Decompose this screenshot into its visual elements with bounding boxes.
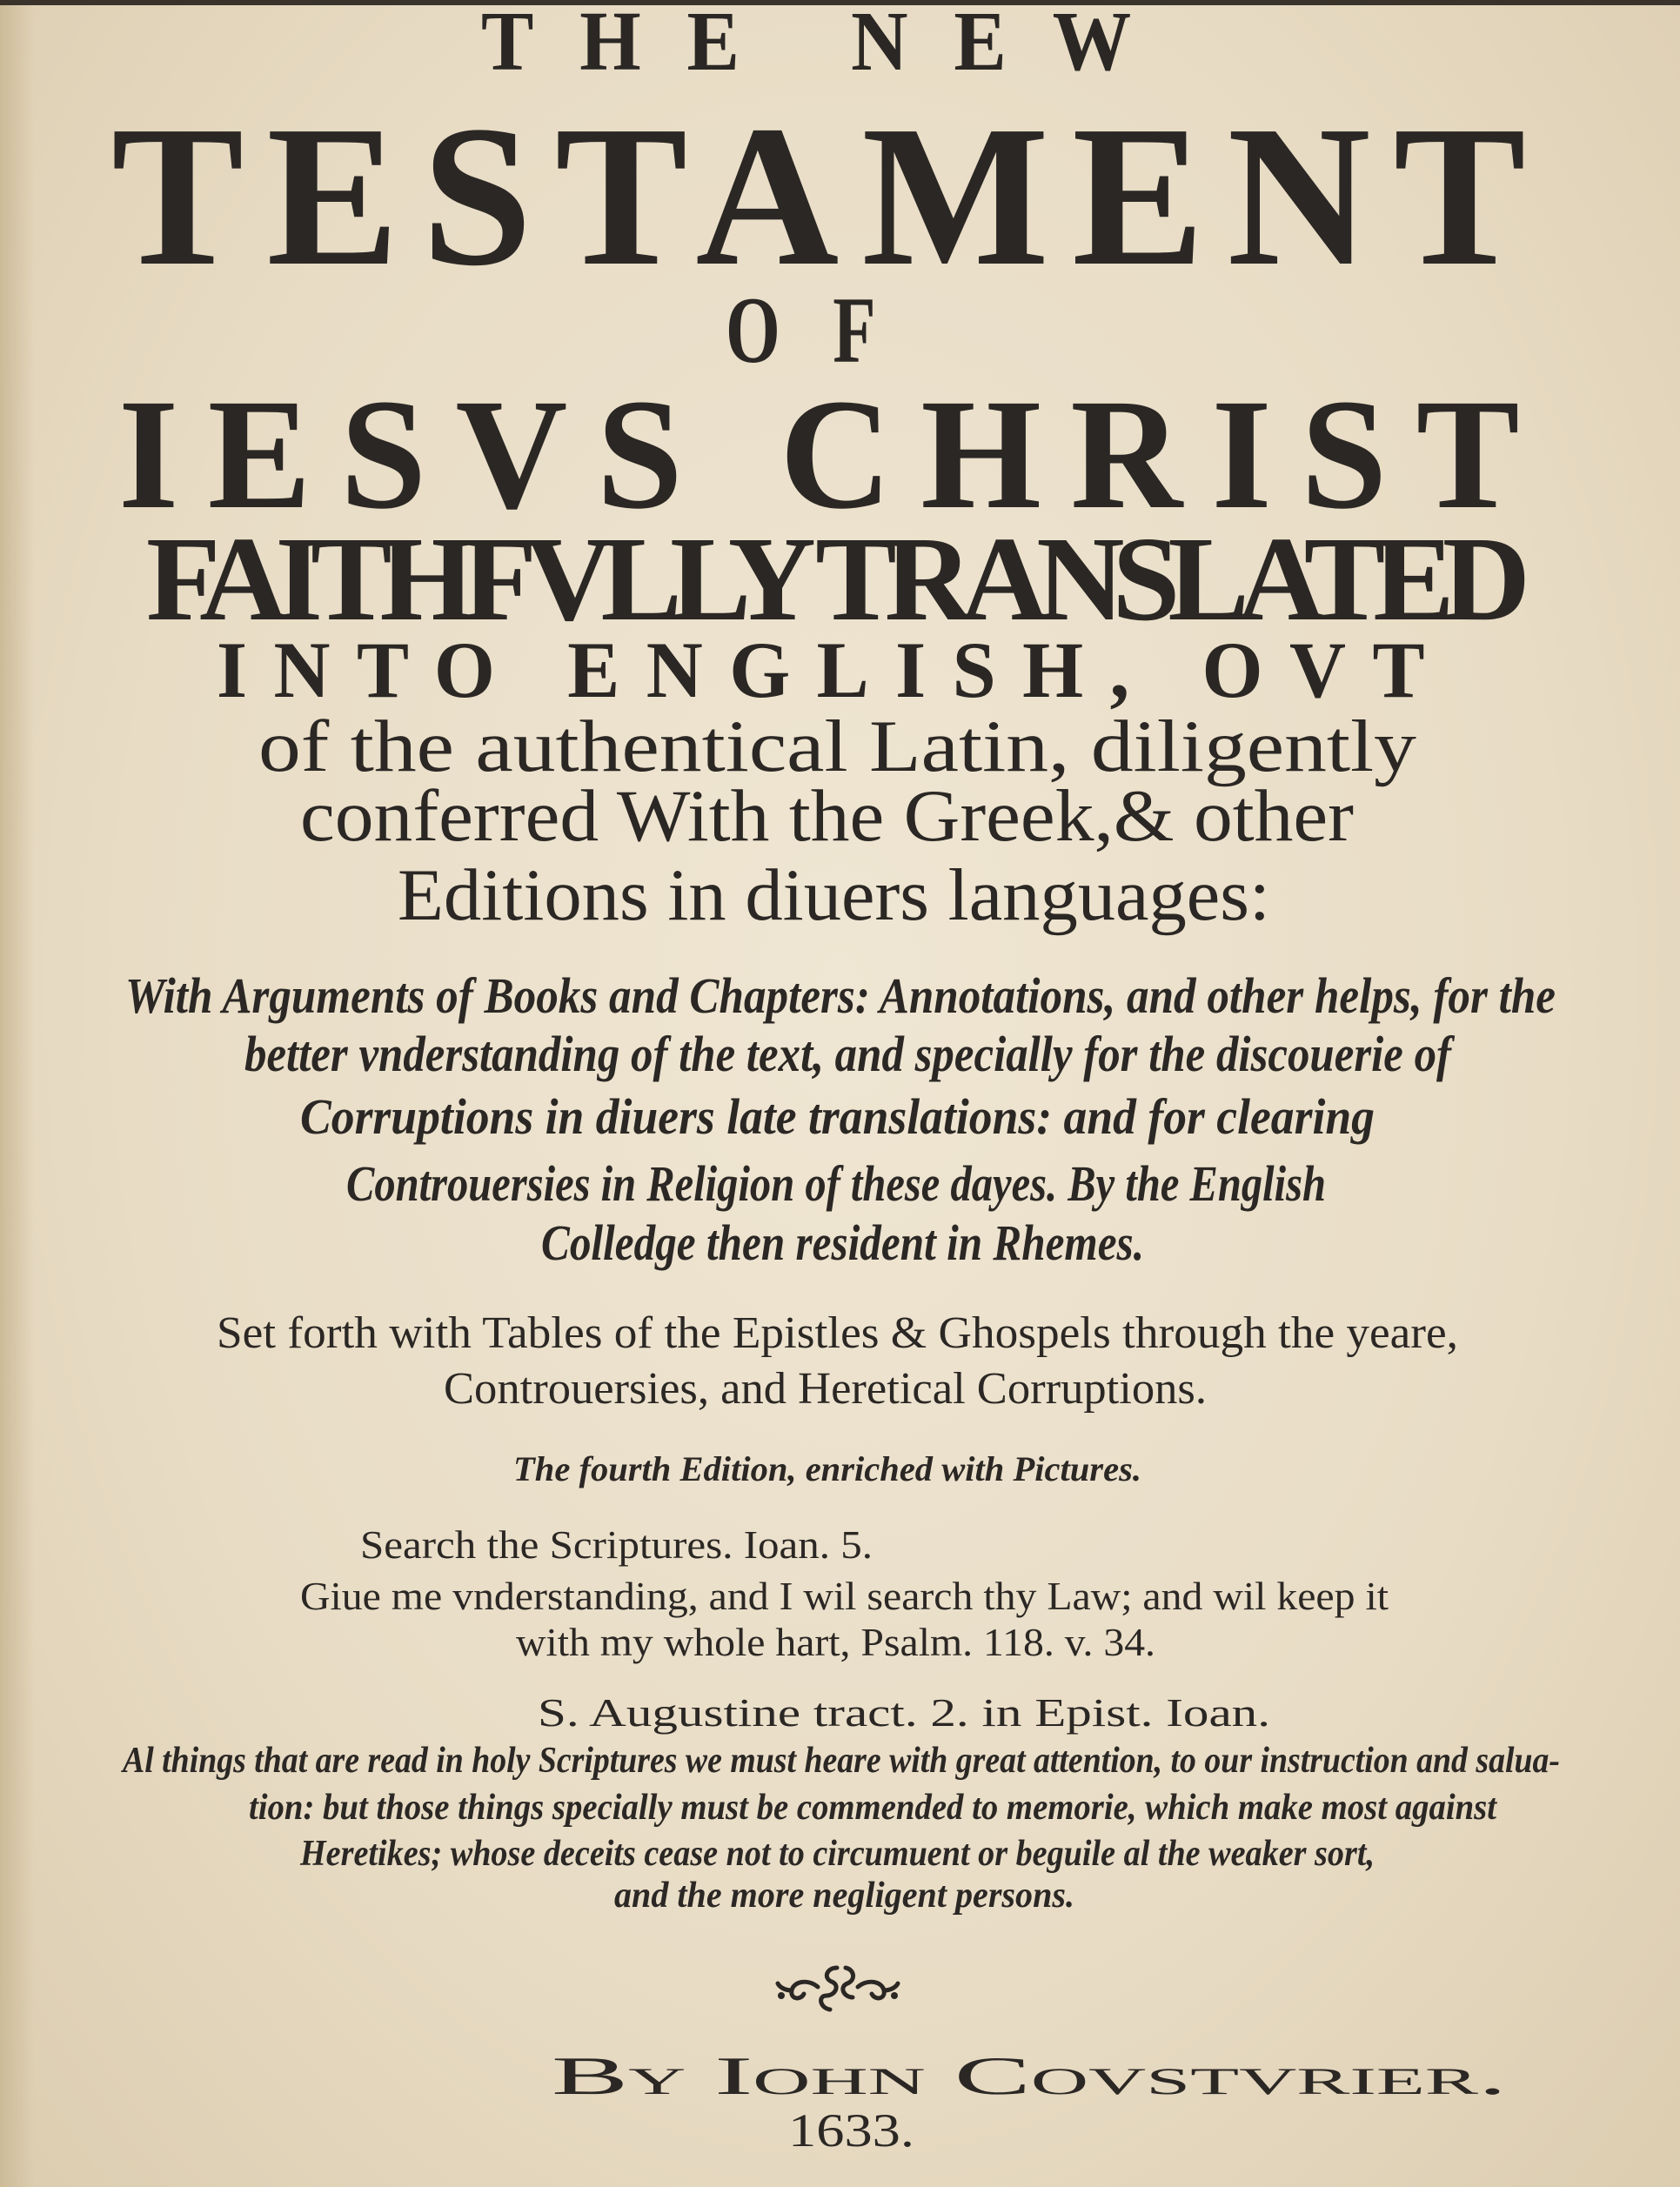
scripture-line: Giue me vnderstanding, and I wil search thy Law; and wil keep it (300, 1574, 1389, 1618)
fleuron-ornament-icon (774, 1961, 900, 2016)
scripture-line: Search the Scriptures. Ioan. 5. (360, 1522, 873, 1567)
description-line: With Arguments of Books and Chapters: Annotations, and other helps, for the (125, 967, 1556, 1024)
tables-line: Set forth with Tables of the Epistles & Ghospels through the yeare, (217, 1308, 1458, 1358)
edition-note: The fourth Edition, enriched with Pictures. (513, 1449, 1141, 1488)
page-edge-shadow (0, 0, 35, 2187)
title-line-faithfully-translated: FAITHFVLLY TRANSLATED (146, 512, 1518, 646)
subtitle-line: of the authentical Latin, diligently (258, 706, 1416, 787)
title-line-testament: TESTAMENT (111, 84, 1549, 308)
title-line-into-english: INTO ENGLISH, OVT (217, 625, 1451, 714)
scripture-line: with my whole hart, Psalm. 118. v. 34. (516, 1620, 1155, 1664)
augustine-quote-line: Al things that are read in holy Scriptures we must heare with great attention, to our instruction and salua- (123, 1741, 1560, 1781)
augustine-quote-line: tion: but those things specially must be commended to memorie, which make most against (249, 1788, 1496, 1828)
augustine-quote-line: Heretikes; whose deceits cease not to circumuent or beguile al the weaker sort, (300, 1834, 1375, 1874)
description-line: better vnderstanding of the text, and specially for the discouerie of (244, 1026, 1451, 1082)
augustine-reference: S. Augustine tract. 2. in Epist. Ioan. (538, 1690, 1270, 1735)
imprint-printer: By Iohn Covstvrier. (552, 2047, 1507, 2106)
description-line: Controuersies in Religion of these dayes. By the English (346, 1155, 1326, 1212)
tables-line: Controuersies, and Heretical Corruptions. (444, 1364, 1207, 1414)
augustine-quote-line: and the more negligent persons. (614, 1876, 1074, 1916)
description-line: Corruptions in diuers late translations: and for clearing (300, 1088, 1375, 1145)
subtitle-line: Editions in diuers languages: (398, 854, 1270, 936)
subtitle-line: conferred With the Greek,& other (300, 775, 1354, 857)
title-line-iesus-christ: IESVS CHRIST (118, 367, 1549, 542)
imprint-year: 1633. (788, 2104, 914, 2157)
description-line: Colledge then resident in Rhemes. (541, 1214, 1144, 1271)
title-line-of: OF (726, 278, 928, 383)
title-line-the-new: THE NEW (481, 0, 1177, 88)
